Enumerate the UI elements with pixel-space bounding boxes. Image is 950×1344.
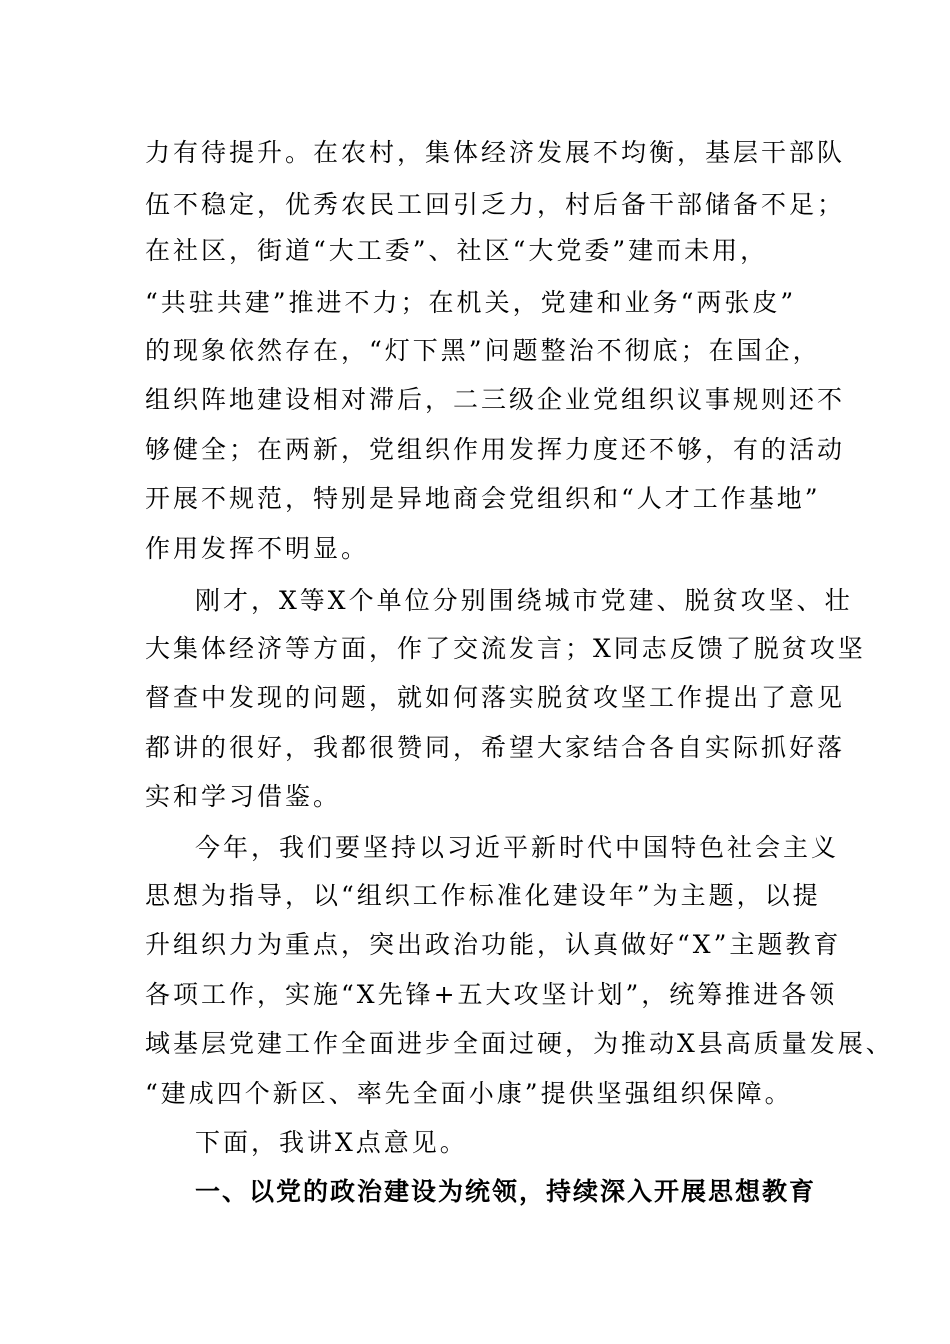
paragraph-line: 组织阵地建设相对滞后，二三级企业党组织议事规则还不 [145, 385, 846, 414]
paragraph-line: “共驻共建”推进不力；在机关，党建和业务“两张皮” [145, 288, 797, 317]
paragraph-line: 的现象依然存在，“灯下黑”问题整治不彻底；在国企， [145, 336, 821, 365]
paragraph-line: 力有待提升。在农村，集体经济发展不均衡，基层干部队 [145, 138, 846, 167]
paragraph-line: 今年，我们要坚持以习近平新时代中国特色社会主义 [195, 833, 840, 862]
paragraph-line: 大集体经济等方面，作了交流发言；X同志反馈了脱贫攻坚 [145, 634, 866, 663]
paragraph-line: 实和学习借鉴。 [145, 782, 342, 811]
paragraph-line: 够健全；在两新，党组织作用发挥力度还不够，有的活动 [145, 435, 846, 464]
paragraph-line: 思想为指导，以“组织工作标准化建设年”为主题，以提 [145, 881, 821, 910]
paragraph-line: 刚才，X等X个单位分别围绕城市党建、脱贫攻坚、壮 [195, 586, 853, 615]
paragraph-line: 各项工作，实施“X先锋+五大攻坚计划”，统筹推进各领 [145, 980, 838, 1009]
section-heading: 一、以党的政治建设为统领，持续深入开展思想教育 [195, 1177, 817, 1206]
paragraph-line: 开展不规范，特别是异地商会党组织和“人才工作基地” [145, 484, 821, 513]
paragraph-line: 伍不稳定，优秀农民工回引乏力，村后备干部储备不足； [145, 190, 846, 219]
paragraph-line: 下面，我讲X点意见。 [195, 1128, 468, 1157]
paragraph-line: 作用发挥不明显。 [145, 534, 370, 563]
paragraph-line: 督查中发现的问题，就如何落实脱贫攻坚工作提出了意见 [145, 683, 846, 712]
paragraph-line: 在社区，街道“大工委”、社区“大党委”建而未用， [145, 236, 769, 265]
paragraph-line: 都讲的很好，我都很赞同，希望大家结合各自实际抓好落 [145, 733, 846, 762]
paragraph-line: 域基层党建工作全面进步全面过硬，为推动X县高质量发展、 [145, 1029, 894, 1058]
paragraph-line: 升组织力为重点，突出政治功能，认真做好“X”主题教育 [145, 930, 842, 959]
paragraph-line: “建成四个新区、率先全面小康”提供坚强组织保障。 [145, 1079, 793, 1108]
